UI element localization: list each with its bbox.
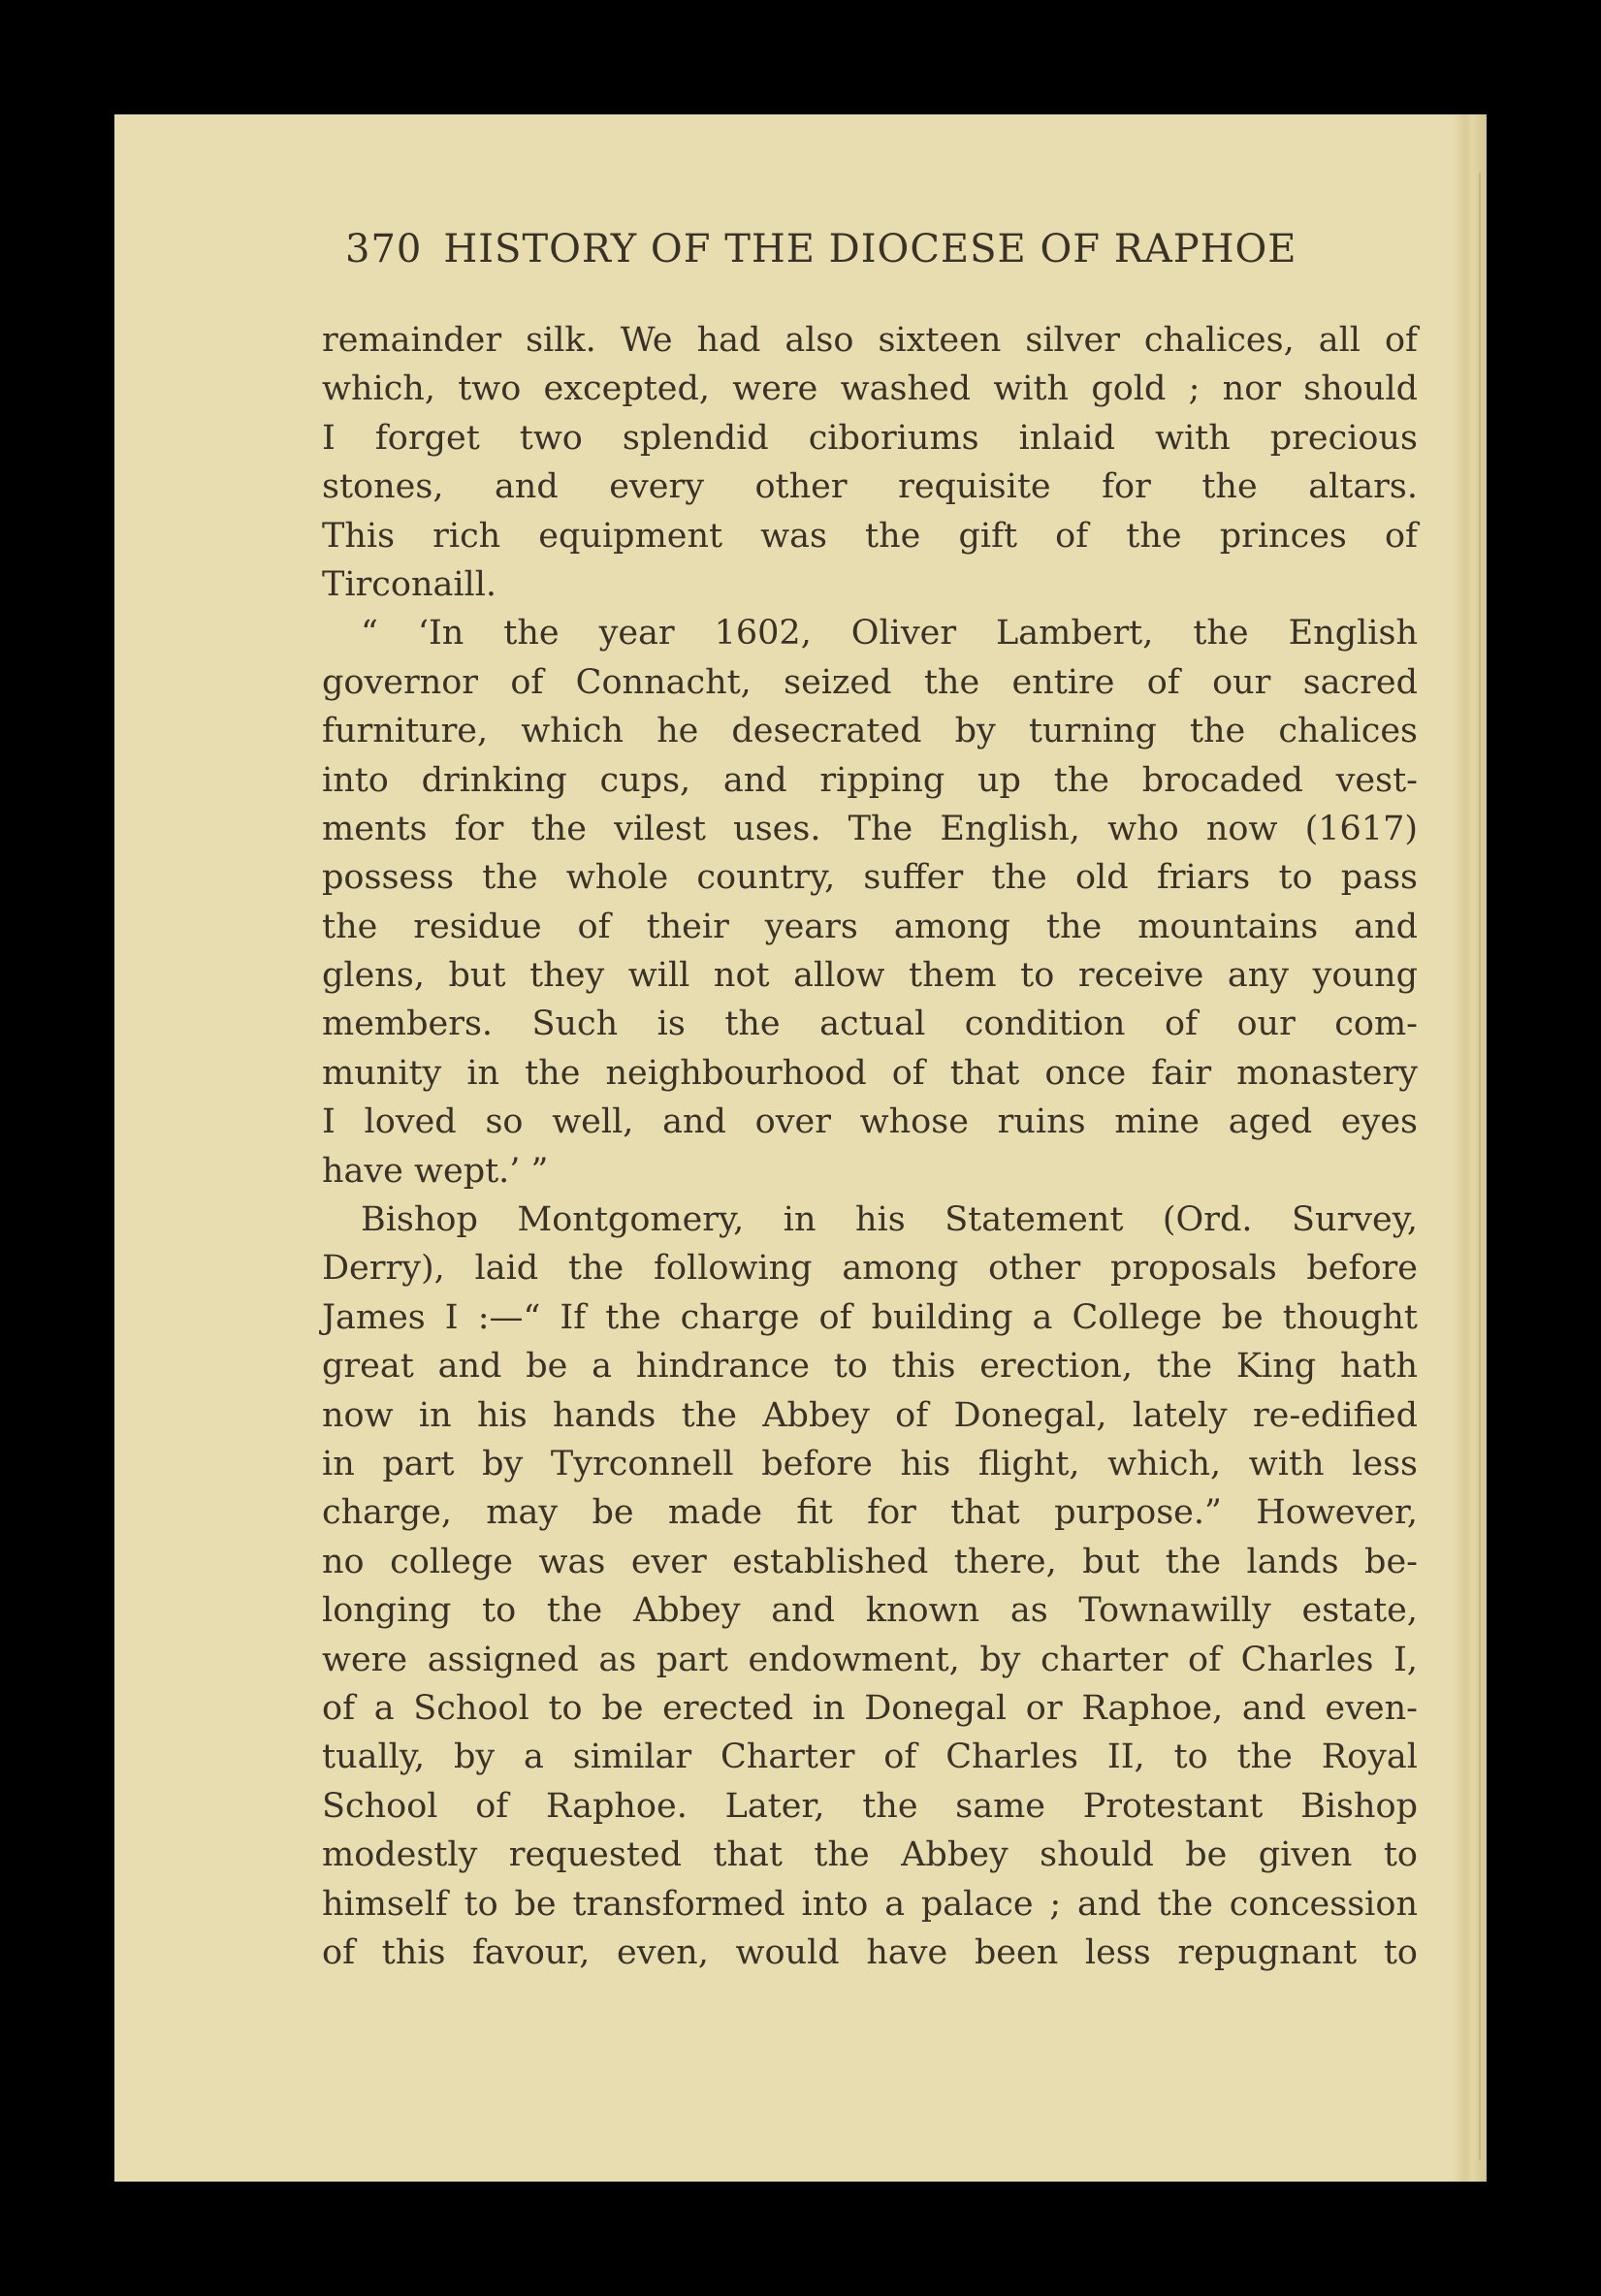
page-edge <box>1452 114 1487 2182</box>
text-line: members. Such is the actual condition of our com- <box>322 1004 1418 1044</box>
text-line: which, two excepted, were washed with gold ; nor should <box>322 369 1418 409</box>
text-line: himself to be transformed into a palace ; and the concession <box>322 1884 1418 1924</box>
text-line: the residue of their years among the mountains and <box>322 907 1418 946</box>
text-line: stones, and every other requisite for the altars. <box>322 467 1418 507</box>
text-line: charge, may be made fit for that purpose.” However, <box>322 1493 1418 1533</box>
page-edge-line <box>1479 173 1481 2160</box>
text-line: I loved so well, and over whose ruins mine aged eyes <box>322 1102 1418 1142</box>
text-line: School of Raphoe. Later, the same Protestant Bishop <box>322 1786 1418 1826</box>
text-line: now in his hands the Abbey of Donegal, lately re-edified <box>322 1395 1418 1435</box>
text-line: This rich equipment was the gift of the princes of <box>322 516 1418 556</box>
running-title: HISTORY OF THE DIOCESE OF RAPHOE <box>443 227 1297 271</box>
text-line: Derry), laid the following among other proposals before <box>322 1249 1418 1289</box>
text-line: in part by Tyrconnell before his flight, which, with less <box>322 1444 1418 1483</box>
body-text <box>322 316 1418 1977</box>
text-line: of this favour, even, would have been less repugnant to <box>322 1932 1418 1972</box>
text-line: possess the whole country, suffer the old friars to pass <box>322 858 1418 898</box>
text-line: tually, by a similar Charter of Charles II, to the Royal <box>322 1738 1418 1777</box>
text-line: remainder silk. We had also sixteen silver chalices, all of <box>322 321 1418 360</box>
text-line: furniture, which he desecrated by turning the chalices <box>322 712 1418 751</box>
text-line: munity in the neighbourhood of that once fair monastery <box>322 1053 1418 1093</box>
text-line: Tirconaill. <box>322 564 497 604</box>
text-line: James I :—“ If the charge of building a College be thought <box>322 1297 1418 1337</box>
text-line: into drinking cups, and ripping up the brocaded vest- <box>322 760 1418 800</box>
page-number: 370 <box>345 227 423 271</box>
text-line: I forget two splendid ciboriums inlaid with precious <box>322 418 1418 458</box>
text-line: glens, but they will not allow them to receive any young <box>322 956 1418 996</box>
text-line: have wept.’ ” <box>322 1151 549 1191</box>
text-line: Bishop Montgomery, in his Statement (Ord. Survey, <box>361 1200 1418 1240</box>
text-line: longing to the Abbey and known as Townawilly estate, <box>322 1591 1418 1631</box>
text-line: great and be a hindrance to this erection, the King hath <box>322 1347 1418 1387</box>
text-line: were assigned as part endowment, by charter of Charles I, <box>322 1640 1418 1679</box>
text-line: ments for the vilest uses. The English, who now (1617) <box>322 809 1418 848</box>
text-line: modestly requested that the Abbey should be given to <box>322 1835 1418 1875</box>
text-line: no college was ever established there, but the lands be- <box>322 1542 1418 1581</box>
text-line: governor of Connacht, seized the entire of our sacred <box>322 662 1418 702</box>
scanned-page <box>114 114 1487 2182</box>
text-line: “ ‘In the year 1602, Oliver Lambert, the English <box>361 614 1418 654</box>
text-line: of a School to be erected in Donegal or Raphoe, and even- <box>322 1688 1418 1728</box>
running-head <box>345 227 1451 271</box>
